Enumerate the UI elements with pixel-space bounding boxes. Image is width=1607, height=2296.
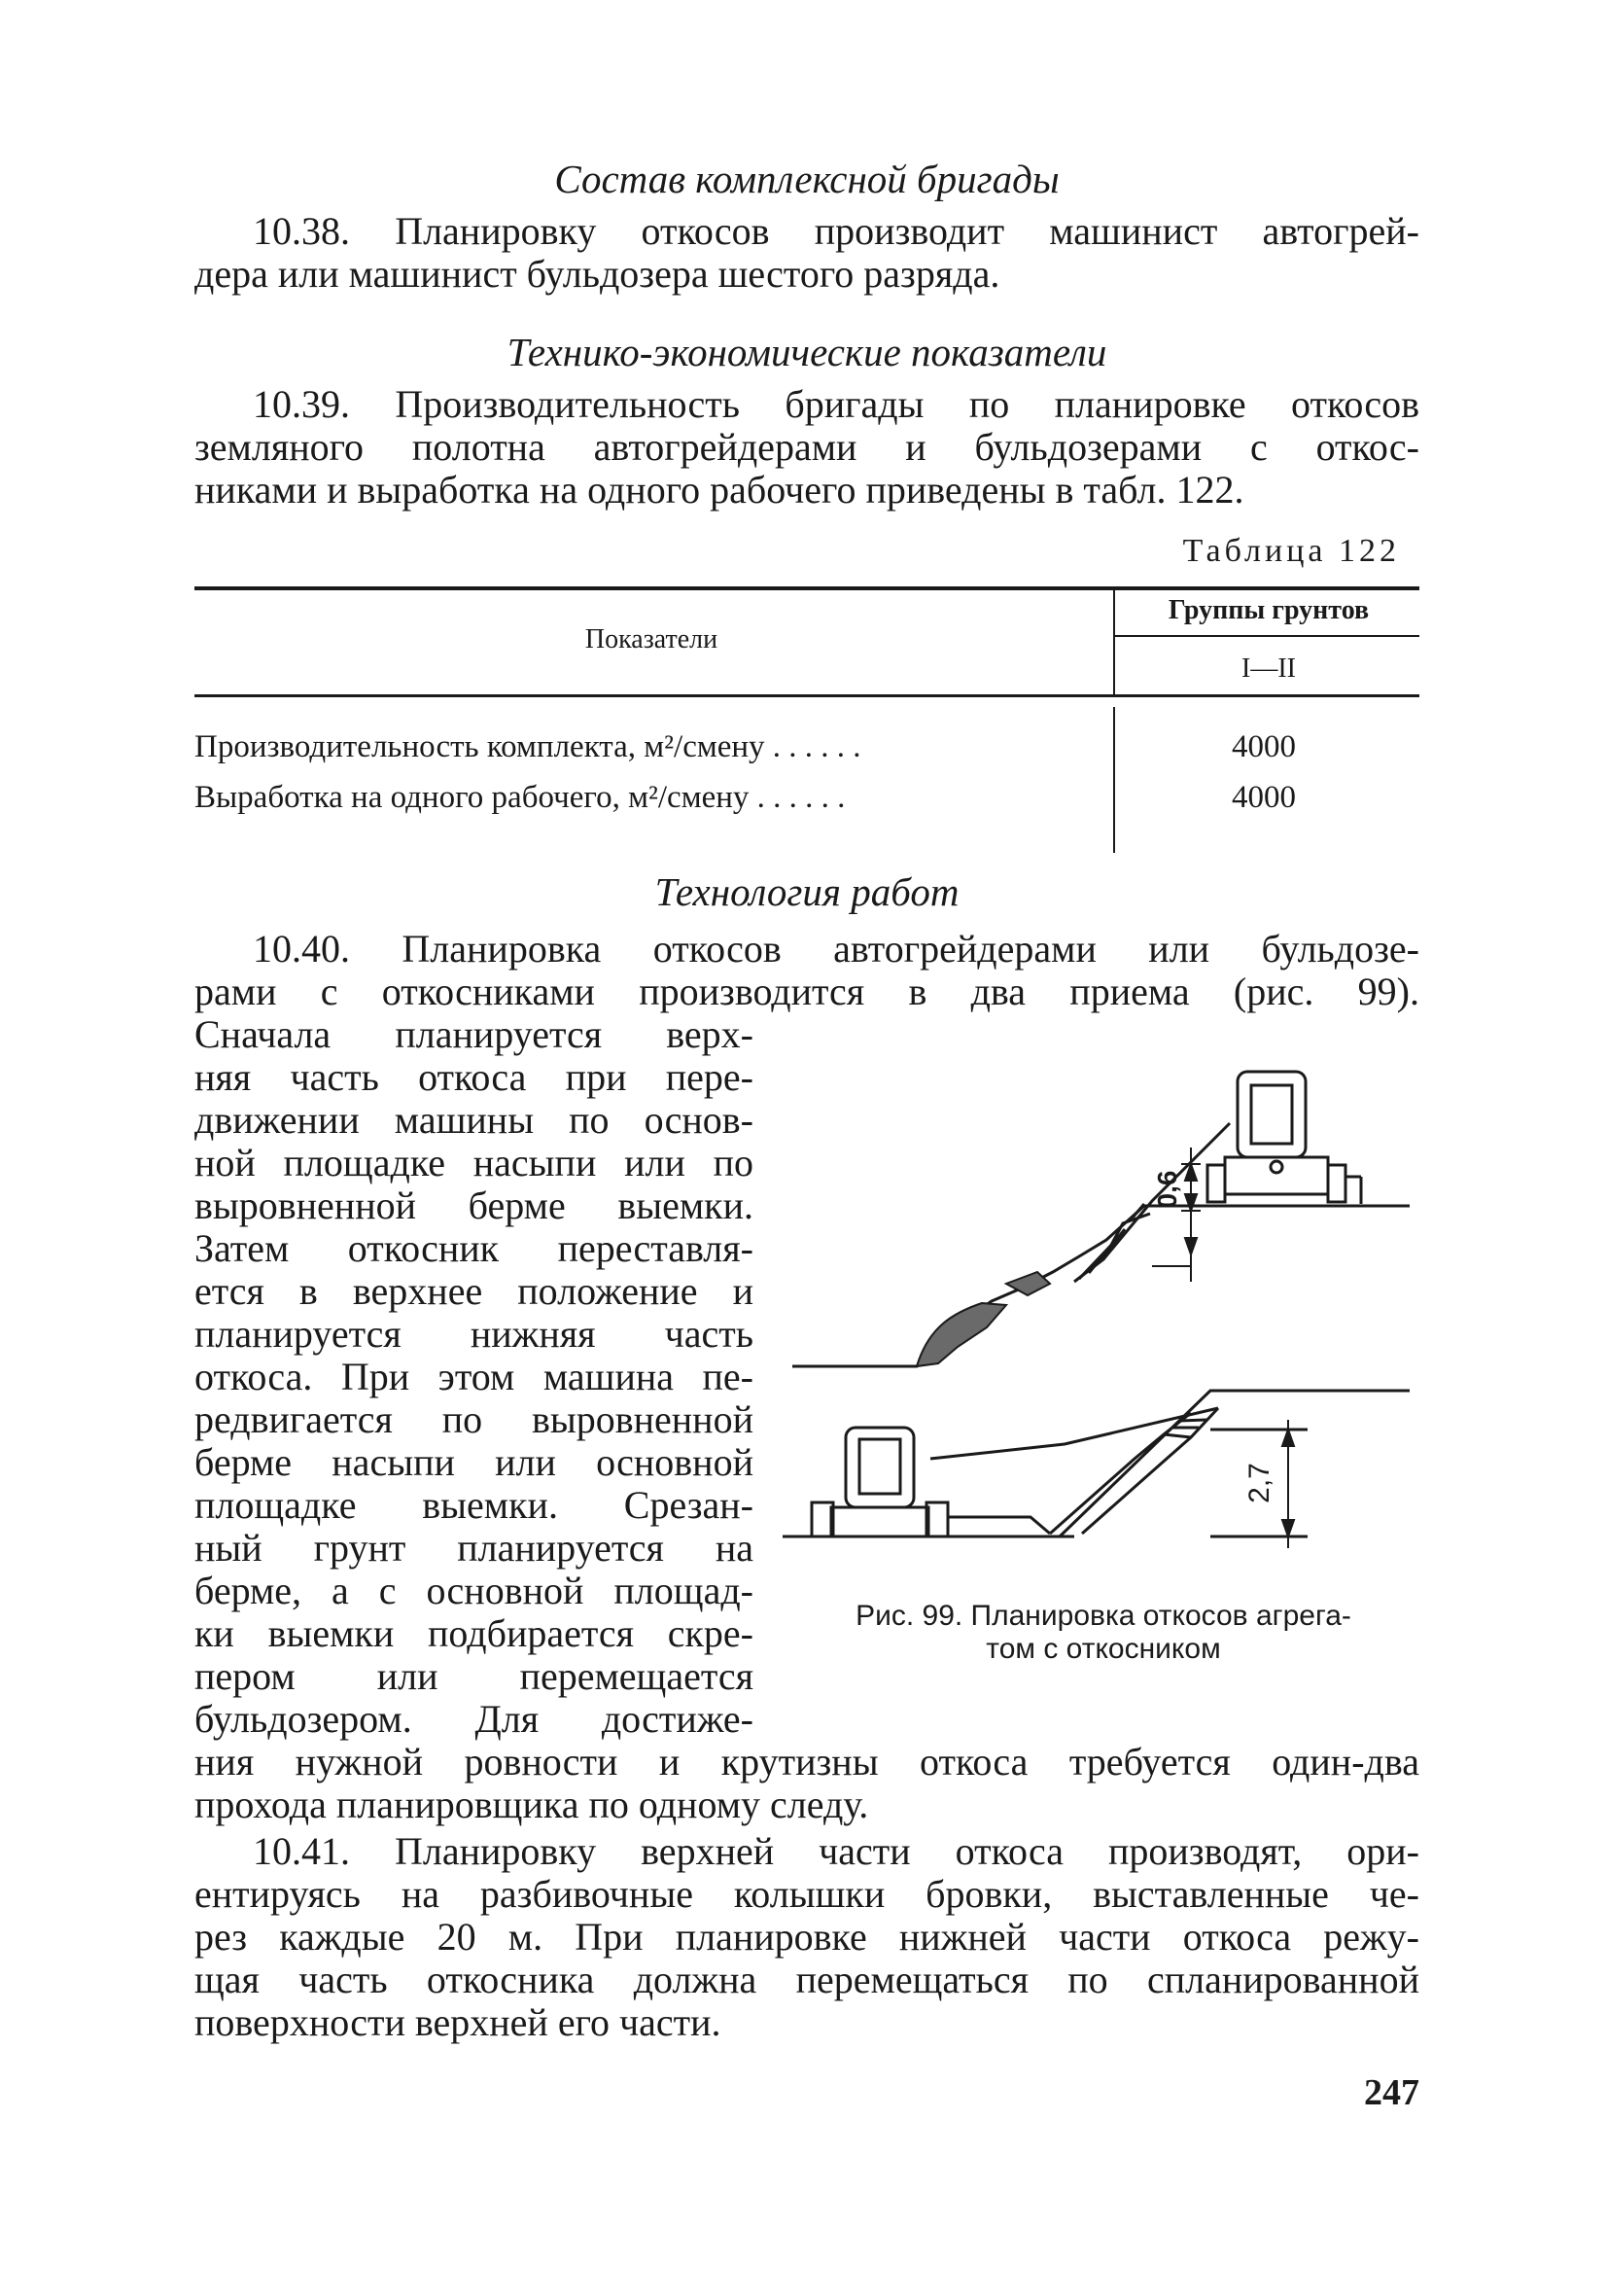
paragraph-line: Затем откосник переставля- — [194, 1226, 753, 1270]
table-row-value: 4000 — [1232, 780, 1296, 815]
paragraph-line: пером или перемещается — [194, 1654, 753, 1698]
paragraph-line: редвигается по выровненной — [194, 1397, 753, 1441]
paragraph-line: движении машины по основ- — [194, 1098, 753, 1142]
paragraph-10-40-tail — [194, 1741, 1419, 1826]
paragraph-line: никами и выработка на одного рабочего приведены в табл. 122. — [194, 468, 1244, 512]
paragraph-10-40-wrapped — [194, 1013, 753, 1741]
lower-dimension-line — [1282, 1420, 1294, 1548]
section-heading-brigade: Состав комплексной бригады — [554, 157, 1060, 201]
paragraph-line: щая часть откосника должна перемещаться по спланированной — [194, 1958, 1419, 2001]
paragraph-line: откоса. При этом машина пе- — [194, 1355, 753, 1398]
table-header-indicators: Показатели — [584, 624, 718, 654]
table-caption: Таблица 122 — [1182, 533, 1400, 569]
paragraph-line: рами с откосниками производится в два приема (рис. 99). — [194, 970, 1419, 1013]
paragraph-line: 10.40. Планировка откосов автогрейдерами или бульдозе- — [253, 927, 1419, 971]
section-heading-technology: Технология работ — [654, 869, 960, 914]
paragraph-line: 10.41. Планировку верхней части откоса производят, ори- — [253, 1829, 1419, 1873]
paragraph-10-38 — [194, 210, 1419, 296]
paragraph-line: прохода планировщика по одному следу. — [194, 1783, 869, 1826]
upper-dimension-line — [1152, 1148, 1201, 1282]
paragraph-line: площадке выемки. Срезан- — [194, 1483, 753, 1527]
paragraph-line: 10.38. Планировку откосов производит машинист автогрей- — [253, 209, 1419, 253]
paragraph-10-39 — [194, 383, 1419, 512]
lower-blade-attachment — [930, 1408, 1218, 1534]
page-number: 247 — [1364, 2072, 1419, 2113]
paragraph-line: планируется нижняя часть — [194, 1312, 753, 1356]
table-body-divider — [1113, 707, 1115, 853]
table-header-group-range: I—II — [1241, 653, 1296, 684]
dimension-label-lower: 2,7 — [1243, 1463, 1275, 1503]
table-row-value: 4000 — [1232, 729, 1296, 764]
paragraph-10-41 — [194, 1830, 1419, 2044]
table-header-soil-groups: Группы грунтов — [1168, 595, 1370, 625]
figure-caption — [792, 1600, 1415, 1666]
upper-machine — [1207, 1072, 1361, 1204]
paragraph-line: ентируясь на разбивочные колышки бровки, выставленные че- — [194, 1872, 1419, 1916]
table-row-label: Выработка на одного рабочего, м²/смену . . . . . . — [194, 780, 846, 815]
paragraph-line: рез каждые 20 м. При планировке нижней части откоса режу- — [194, 1915, 1419, 1959]
table-header-rule — [194, 694, 1419, 697]
paragraph-line: берме, а с основной площад- — [194, 1569, 753, 1612]
paragraph-line: поверхности верхней его части. — [194, 2000, 721, 2044]
paragraph-10-40 — [194, 928, 1419, 1013]
lower-ground-line — [783, 1391, 1410, 1537]
lower-machine — [812, 1428, 1050, 1537]
paragraph-line: бульдозером. Для достиже- — [194, 1697, 753, 1741]
paragraph-line: ния нужной ровности и крутизны откоса требуется один-два — [194, 1740, 1419, 1784]
paragraph-line: ный грунт планируется на — [194, 1526, 753, 1570]
dimension-label-upper: 0,6 — [1152, 1170, 1182, 1209]
paragraph-line: берме насыпи или основной — [194, 1440, 753, 1484]
upper-ground-line — [792, 1206, 1410, 1366]
paragraph-line: ки выемки подбирается скре- — [194, 1611, 753, 1655]
table-top-rule — [194, 586, 1419, 590]
paragraph-line: няя часть откоса при пере- — [194, 1055, 753, 1099]
paragraph-line: 10.39. Производительность бригады по планировке откосов — [253, 382, 1419, 426]
table-row-label: Производительность комплекта, м²/смену . . . . . . — [194, 729, 861, 764]
table-header-divider — [1113, 589, 1115, 694]
figure-slope-grading — [783, 1050, 1424, 1595]
section-heading-indicators: Технико-экономические показатели — [507, 330, 1107, 374]
figure-caption-line: том с откосником — [986, 1633, 1221, 1665]
paragraph-line: ной площадке насыпи или по — [194, 1141, 753, 1184]
paragraph-line: выровненной берме выемки. — [194, 1183, 753, 1227]
table-subheader-rule — [1115, 635, 1419, 637]
paragraph-line: ется в верхнее положение и — [194, 1269, 753, 1313]
paragraph-line: земляного полотна автогрейдерами и бульдозерами с откос- — [194, 425, 1419, 469]
paragraph-line: Сначала планируется верх- — [194, 1012, 753, 1056]
upper-soil-mound — [917, 1272, 1050, 1366]
paragraph-line: дера или машинист бульдозера шестого разряда. — [194, 252, 1000, 296]
figure-caption-line: Рис. 99. Планировка откосов агрега- — [856, 1600, 1351, 1632]
